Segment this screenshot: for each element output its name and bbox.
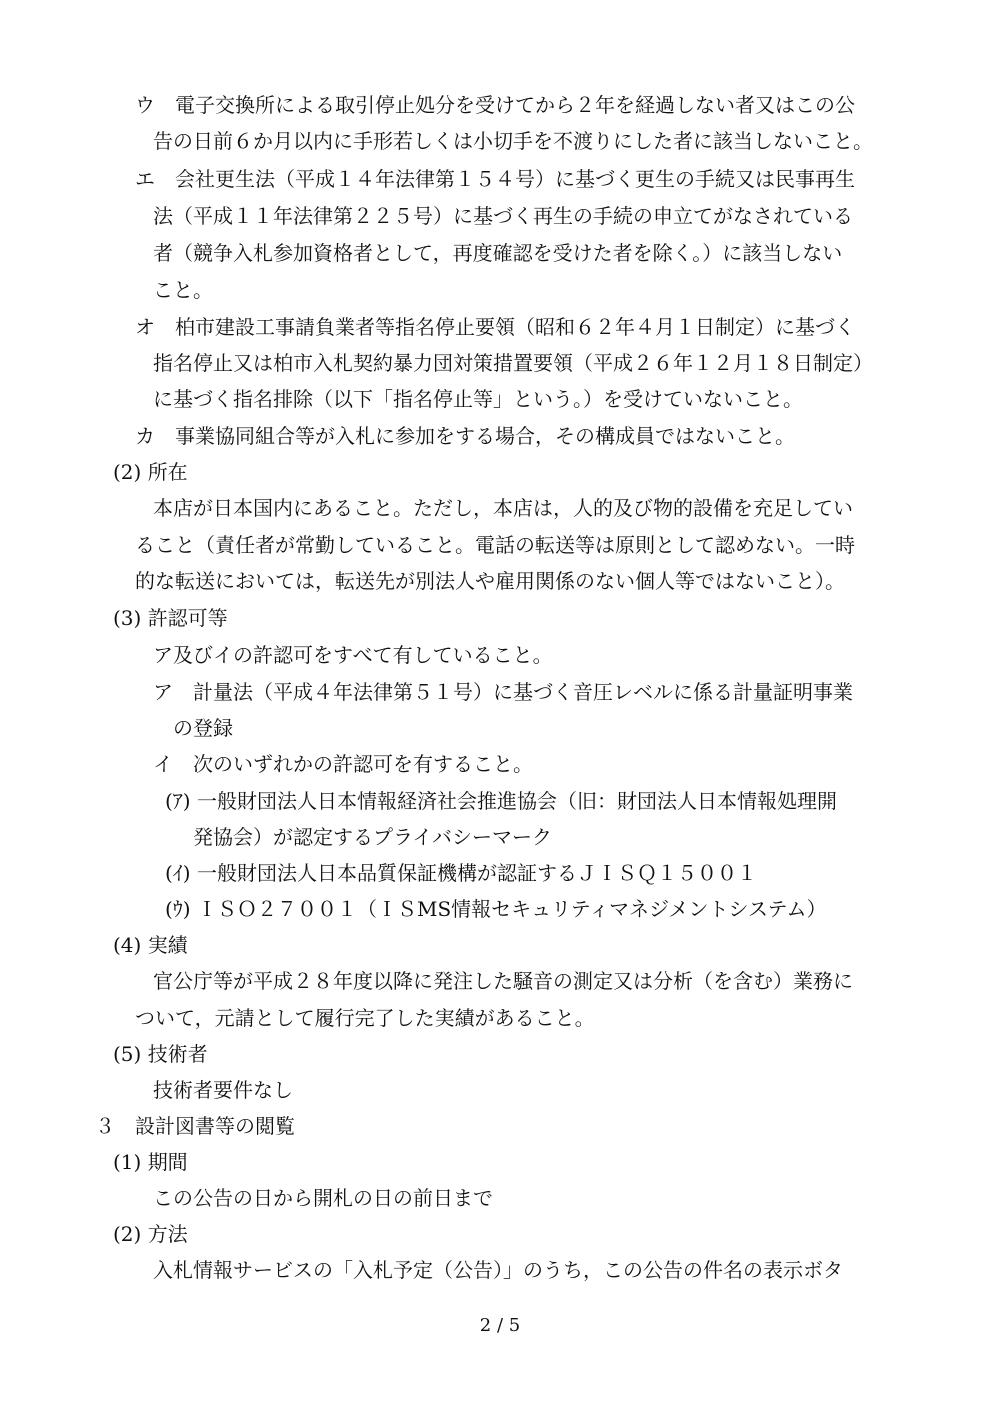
licenses-a-line-2: の登録 — [173, 716, 233, 740]
page-number: 2 / 5 — [479, 1315, 521, 1336]
section-heading-record: (4) 実績 — [113, 933, 188, 957]
licenses-i-line-1: イ 次のいずれかの許認可を有すること。 — [153, 752, 533, 776]
section-heading-licenses: (3) 許認可等 — [113, 606, 228, 630]
licenses-i-a-line-2: 発協会）が認定するプライバシーマーク — [193, 825, 552, 849]
record-line-1: 官公庁等が平成２８年度以降に発注した騒音の測定又は分析（を含む）業務に — [153, 969, 853, 993]
item-ka-line-1: カ 事業協同組合等が入札に参加をする場合，その構成員ではないこと。 — [135, 424, 795, 448]
item-e-line-3: 者（競争入札参加資格者として，再度確認を受けた者を除く。）に該当しない — [153, 241, 843, 265]
item-o-line-3: に基づく指名排除（以下「指名停止等」という。）を受けていないこと。 — [153, 387, 803, 411]
record-line-2: ついて，元請として履行完了した実績があること。 — [135, 1006, 595, 1030]
section-heading-method: (2) 方法 — [113, 1222, 188, 1246]
item-e-line-2: 法（平成１１年法律第２２５号）に基づく再生の手続の申立てがなされている — [153, 204, 853, 228]
licenses-i-c-line-1: (ｳ) ＩＳＯ２７００１（ＩＳMS情報セキュリティマネジメントシステム） — [165, 897, 827, 921]
section-heading-engineer: (5) 技術者 — [113, 1042, 208, 1066]
section-heading-period: (1) 期間 — [113, 1150, 188, 1174]
licenses-i-a-line-1: (ｱ) 一般財団法人日本情報経済社会推進協会（旧：財団法人日本情報処理開 — [165, 789, 837, 813]
section-heading-3: ３ 設計図書等の閲覧 — [95, 1114, 295, 1138]
section-heading-location: (2) 所在 — [113, 460, 188, 484]
licenses-a-line-1: ア 計量法（平成４年法律第５１号）に基づく音圧レベルに係る計量証明事業 — [153, 680, 853, 704]
licenses-i-b-line-1: (ｲ) 一般財団法人日本品質保証機構が認証するＪＩＳＱ１５００１ — [165, 861, 757, 885]
period-line-1: この公告の日から開札の日の前日まで — [153, 1186, 493, 1210]
item-e-line-4: こと。 — [153, 278, 213, 302]
item-u-line-2: 告の日前６か月以内に手形若しくは小切手を不渡りにした者に該当しないこと。 — [153, 129, 873, 153]
method-line-1: 入札情報サービスの「入札予定（公告）」のうち，この公告の件名の表示ボタ — [153, 1258, 843, 1282]
item-u-line-1: ウ 電子交換所による取引停止処分を受けてから２年を経過しない者又はこの公 — [135, 93, 855, 117]
location-line-3: 的な転送においては，転送先が別法人や雇用関係のない個人等ではないこと）。 — [135, 569, 845, 593]
item-o-line-2: 指名停止又は柏市入札契約暴力団対策措置要領（平成２６年１２月１８日制定） — [153, 351, 873, 375]
engineer-line-1: 技術者要件なし — [153, 1078, 293, 1102]
item-o-line-1: オ 柏市建設工事請負業者等指名停止要領（昭和６２年４月１日制定）に基づく — [135, 315, 855, 339]
item-e-line-1: エ 会社更生法（平成１４年法律第１５４号）に基づく更生の手続又は民事再生 — [135, 167, 855, 191]
location-line-2: ること（責任者が常勤していること。電話の転送等は原則として認めない。一時 — [135, 533, 855, 557]
location-line-1: 本店が日本国内にあること。ただし，本店は，人的及び物的設備を充足してい — [153, 496, 853, 520]
licenses-intro: ア及びイの許認可をすべて有していること。 — [153, 643, 553, 667]
